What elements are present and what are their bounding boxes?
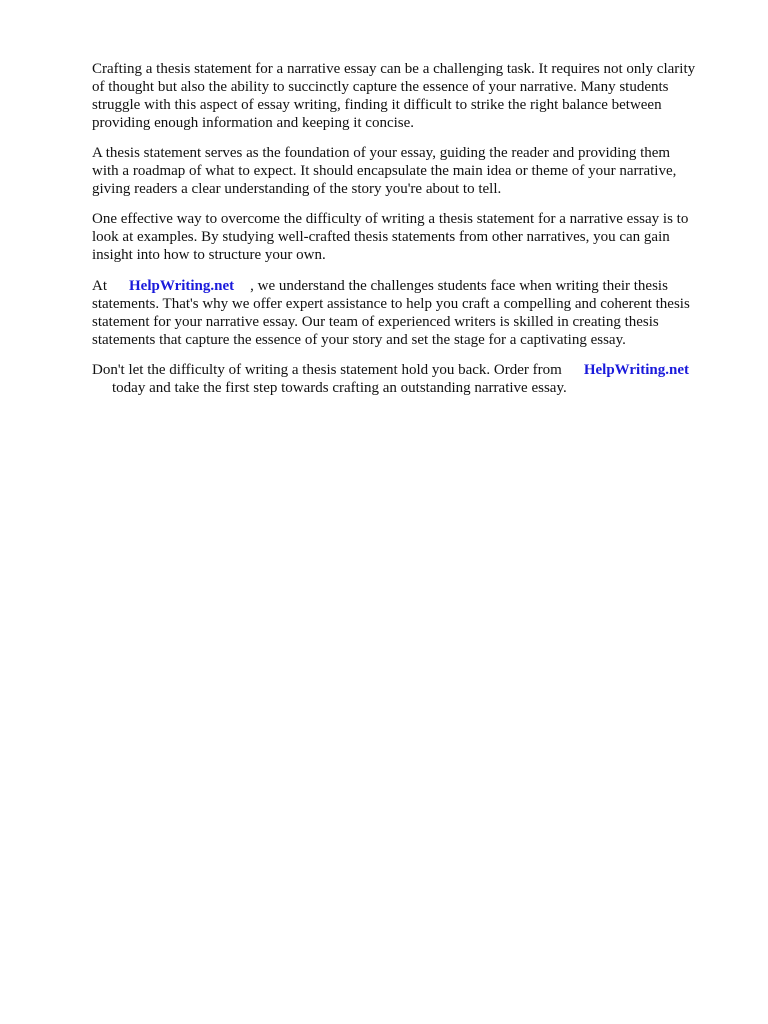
paragraph-line: statements. That's why we offer expert assistance to help you craft a compelling and coherent thesis xyxy=(92,296,690,312)
link-suffix-text: , we understand the challenges students face when writing their thesis xyxy=(250,278,668,294)
paragraph-line: statement for your narrative essay. Our team of experienced writers is skilled in creating thesis xyxy=(92,314,659,330)
paragraph-line: One effective way to overcome the difficulty of writing a thesis statement for a narrative essay is to xyxy=(92,211,689,227)
paragraph-line xyxy=(92,379,716,397)
helpwriting-link[interactable]: HelpWriting.net xyxy=(129,278,235,294)
paragraph-service xyxy=(92,277,716,349)
paragraph-line: with a roadmap of what to expect. It should encapsulate the main idea or theme of your narrative, xyxy=(92,163,677,179)
paragraph-line: statements that capture the essence of your story and set the stage for a captivating essay. xyxy=(92,332,626,348)
closing-text: today and take the first step towards crafting an outstanding narrative essay. xyxy=(112,380,567,396)
paragraph-line: of thought but also the ability to succinctly capture the essence of your narrative. Many students xyxy=(92,79,669,95)
paragraph-line: look at examples. By studying well-crafted thesis statements from other narratives, you can gain xyxy=(92,229,670,245)
paragraph-thesis-definition xyxy=(92,144,716,198)
paragraph-line: giving readers a clear understanding of the story you're about to tell. xyxy=(92,181,502,197)
paragraph-line: Crafting a thesis statement for a narrative essay can be a challenging task. It requires not only clarity xyxy=(92,61,696,77)
at-prefix: At xyxy=(92,278,107,294)
paragraph-line: insight into how to structure your own. xyxy=(92,247,326,263)
paragraph-call-to-action xyxy=(92,361,716,397)
paragraph-line: A thesis statement serves as the foundation of your essay, guiding the reader and providing them xyxy=(92,145,671,161)
helpwriting-link[interactable]: HelpWriting.net xyxy=(583,362,689,378)
paragraph-line: struggle with this aspect of essay writing, finding it difficult to strike the right balance between xyxy=(92,97,662,113)
paragraph-examples xyxy=(92,210,716,264)
paragraph-line-with-link xyxy=(92,277,716,295)
paragraph-intro xyxy=(92,60,716,132)
paragraph-line: providing enough information and keeping it concise. xyxy=(92,115,415,131)
paragraph-line-with-link xyxy=(92,361,716,379)
order-from-text: Don't let the difficulty of writing a thesis statement hold you back. Order from xyxy=(92,362,562,378)
